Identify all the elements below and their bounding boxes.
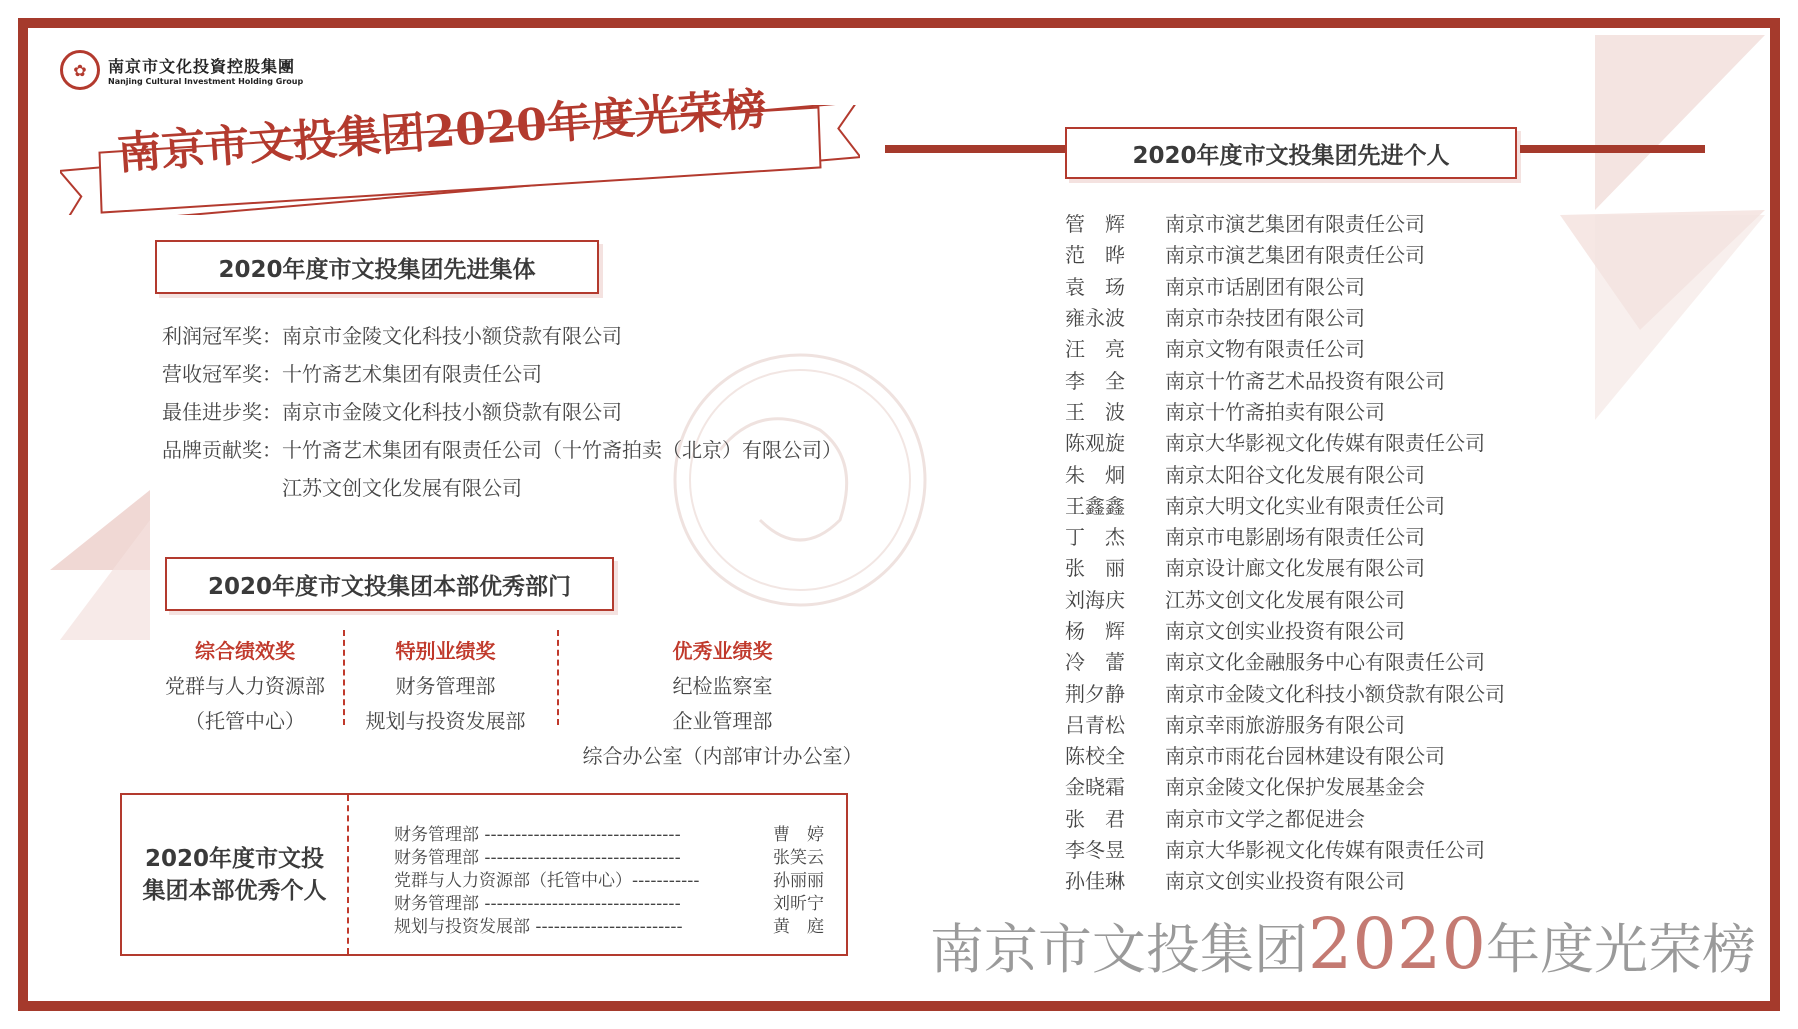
person-name: 管 辉 <box>1065 212 1125 237</box>
person-name: 袁 玚 <box>1065 274 1125 299</box>
dept-divider <box>343 630 345 725</box>
award-row: 营收冠军奖：十竹斋艺术集团有限责任公司 <box>162 362 542 386</box>
dept-item: （托管中心） <box>185 709 305 733</box>
list-item <box>1065 770 1505 801</box>
dept-col-1 <box>150 635 340 734</box>
company-name: 江苏文创文化发展有限公司 <box>1165 587 1405 612</box>
dept-item: 财务管理部 <box>395 674 496 698</box>
list-item <box>1065 520 1505 551</box>
list-item <box>1065 583 1505 614</box>
person-name: 范 晔 <box>1065 243 1125 268</box>
person-name: 雍永波 <box>1065 306 1125 331</box>
person-name: 张 君 <box>1065 806 1125 831</box>
company-name: 南京文物有限责任公司 <box>1165 337 1365 362</box>
person-name: 朱 炯 <box>1065 462 1125 487</box>
list-item <box>1065 676 1505 707</box>
company-name: 南京文化金融服务中心有限责任公司 <box>1165 650 1485 675</box>
person-name: 吕青松 <box>1065 712 1125 737</box>
advanced-individuals-heading: 2020年度市文投集团先进个人 <box>1065 127 1517 179</box>
excellent-individuals-heading: 2020年度市文投 集团本部优秀个人 <box>142 845 327 904</box>
list-item: 财务管理部 -------------------------------- 张笑云 <box>394 848 824 868</box>
list-item <box>1065 802 1505 833</box>
list-item: 财务管理部 -------------------------------- 曹 婷 <box>394 825 824 845</box>
person-name: 王鑫鑫 <box>1065 493 1125 518</box>
company-name: 南京设计廊文化发展有限公司 <box>1165 556 1425 581</box>
person-name: 金晓霜 <box>1065 775 1125 800</box>
company-name: 南京太阳谷文化发展有限公司 <box>1165 462 1425 487</box>
dept-item: 规划与投资发展部 <box>365 709 526 733</box>
dept-item: 纪检监察室 <box>672 674 773 698</box>
logo-text-cn: 南京市文化投資控股集團 <box>108 57 296 76</box>
person-name: 李冬昱 <box>1065 838 1125 863</box>
list-item <box>1065 551 1505 582</box>
list-item <box>1065 739 1505 770</box>
person-name: 刘海庆 <box>1065 587 1125 612</box>
collective-heading: 2020年度市文投集团先进集体 <box>155 240 599 294</box>
dept-item: 企业管理部 <box>672 709 773 733</box>
company-name: 南京十竹斋艺术品投资有限公司 <box>1165 368 1445 393</box>
dept-item: 党群与人力资源部 <box>165 674 325 698</box>
excellent-individuals-list <box>394 821 824 936</box>
award-row: 利润冠军奖：南京市金陵文化科技小额贷款有限公司 <box>162 324 622 348</box>
dept-divider <box>557 630 559 725</box>
person-name: 陈校全 <box>1065 744 1125 769</box>
company-name: 南京市演艺集团有限责任公司 <box>1165 212 1425 237</box>
company-name: 南京市电影剧场有限责任公司 <box>1165 525 1425 550</box>
person-name: 杨 辉 <box>1065 619 1125 643</box>
company-logo <box>60 50 303 90</box>
list-item: 规划与投资发展部 ------------------------ 黄 庭 <box>394 917 824 937</box>
collective-awards <box>162 320 842 510</box>
footer-watermark: 南京市文投集团2020年度光荣榜 <box>929 903 1756 985</box>
company-name: 南京市雨花台园林建设有限公司 <box>1165 744 1445 769</box>
person-name: 王 波 <box>1065 399 1125 424</box>
list-item <box>1065 614 1505 645</box>
list-item <box>1065 457 1505 488</box>
person-name: 汪 亮 <box>1065 337 1125 362</box>
person-name: 李 全 <box>1065 368 1125 393</box>
logo-text-en: Nanjing Cultural Investment Holding Group <box>108 77 304 86</box>
company-name: 南京市金陵文化科技小额贷款有限公司 <box>1165 681 1505 706</box>
list-item <box>1065 301 1505 332</box>
company-name: 南京文创实业投资有限公司 <box>1165 619 1405 643</box>
list-item <box>1065 363 1505 394</box>
person-name: 陈观旋 <box>1065 431 1125 456</box>
company-name: 南京市杂技团有限公司 <box>1165 306 1365 331</box>
excellent-divider <box>347 795 349 954</box>
person-name: 冷 蕾 <box>1065 650 1125 675</box>
person-name: 张 丽 <box>1065 556 1125 581</box>
person-name: 荆夕静 <box>1065 681 1125 706</box>
list-item <box>1065 426 1505 457</box>
company-name: 南京大华影视文化传媒有限责任公司 <box>1165 838 1485 863</box>
company-name: 南京市话剧团有限公司 <box>1165 274 1365 299</box>
person-name: 丁 杰 <box>1065 525 1125 550</box>
list-item <box>1065 645 1505 676</box>
company-name: 南京大明文化实业有限责任公司 <box>1165 493 1445 518</box>
dept-col-3-label: 优秀业绩奖 <box>672 639 773 663</box>
advanced-individuals-list <box>1065 207 1505 896</box>
dept-col-2 <box>348 635 543 734</box>
list-item <box>1065 238 1505 269</box>
list-item <box>1065 207 1505 238</box>
award-row: 最佳进步奖：南京市金陵文化科技小额贷款有限公司 <box>162 400 622 424</box>
person-name: 孙佳琳 <box>1065 869 1125 894</box>
company-name: 南京十竹斋拍卖有限公司 <box>1165 399 1385 424</box>
list-item <box>1065 833 1505 864</box>
award-row: 品牌贡献奖：十竹斋艺术集团有限责任公司（十竹斋拍卖（北京）有限公司） <box>162 438 842 462</box>
list-item: 财务管理部 -------------------------------- 刘昕宁 <box>394 894 824 914</box>
dept-col-3 <box>565 635 880 769</box>
award-row-extra: 江苏文创文化发展有限公司 <box>282 476 522 500</box>
list-item <box>1065 395 1505 426</box>
dept-col-2-label: 特别业绩奖 <box>395 639 496 663</box>
company-name: 南京市文学之都促进会 <box>1165 806 1365 831</box>
company-name: 南京金陵文化保护发展基金会 <box>1165 775 1425 800</box>
excellent-individuals-box <box>120 793 848 956</box>
departments-heading: 2020年度市文投集团本部优秀部门 <box>165 557 614 611</box>
dept-col-1-label: 综合绩效奖 <box>195 639 295 663</box>
list-item <box>1065 489 1505 520</box>
list-item <box>1065 270 1505 301</box>
list-item <box>1065 864 1505 895</box>
list-item <box>1065 332 1505 363</box>
logo-emblem-icon: ✿ <box>60 50 100 90</box>
company-name: 南京大华影视文化传媒有限责任公司 <box>1165 431 1485 456</box>
list-item <box>1065 708 1505 739</box>
company-name: 南京市演艺集团有限责任公司 <box>1165 243 1425 268</box>
company-name: 南京幸雨旅游服务有限公司 <box>1165 712 1405 737</box>
company-name: 南京文创实业投资有限公司 <box>1165 869 1405 894</box>
banner-title: 南京市文投集团2020年度光荣榜 <box>115 83 769 180</box>
list-item: 党群与人力资源部（托管中心）----------- 孙丽丽 <box>394 871 824 891</box>
dept-item: 综合办公室（内部审计办公室） <box>582 744 863 768</box>
